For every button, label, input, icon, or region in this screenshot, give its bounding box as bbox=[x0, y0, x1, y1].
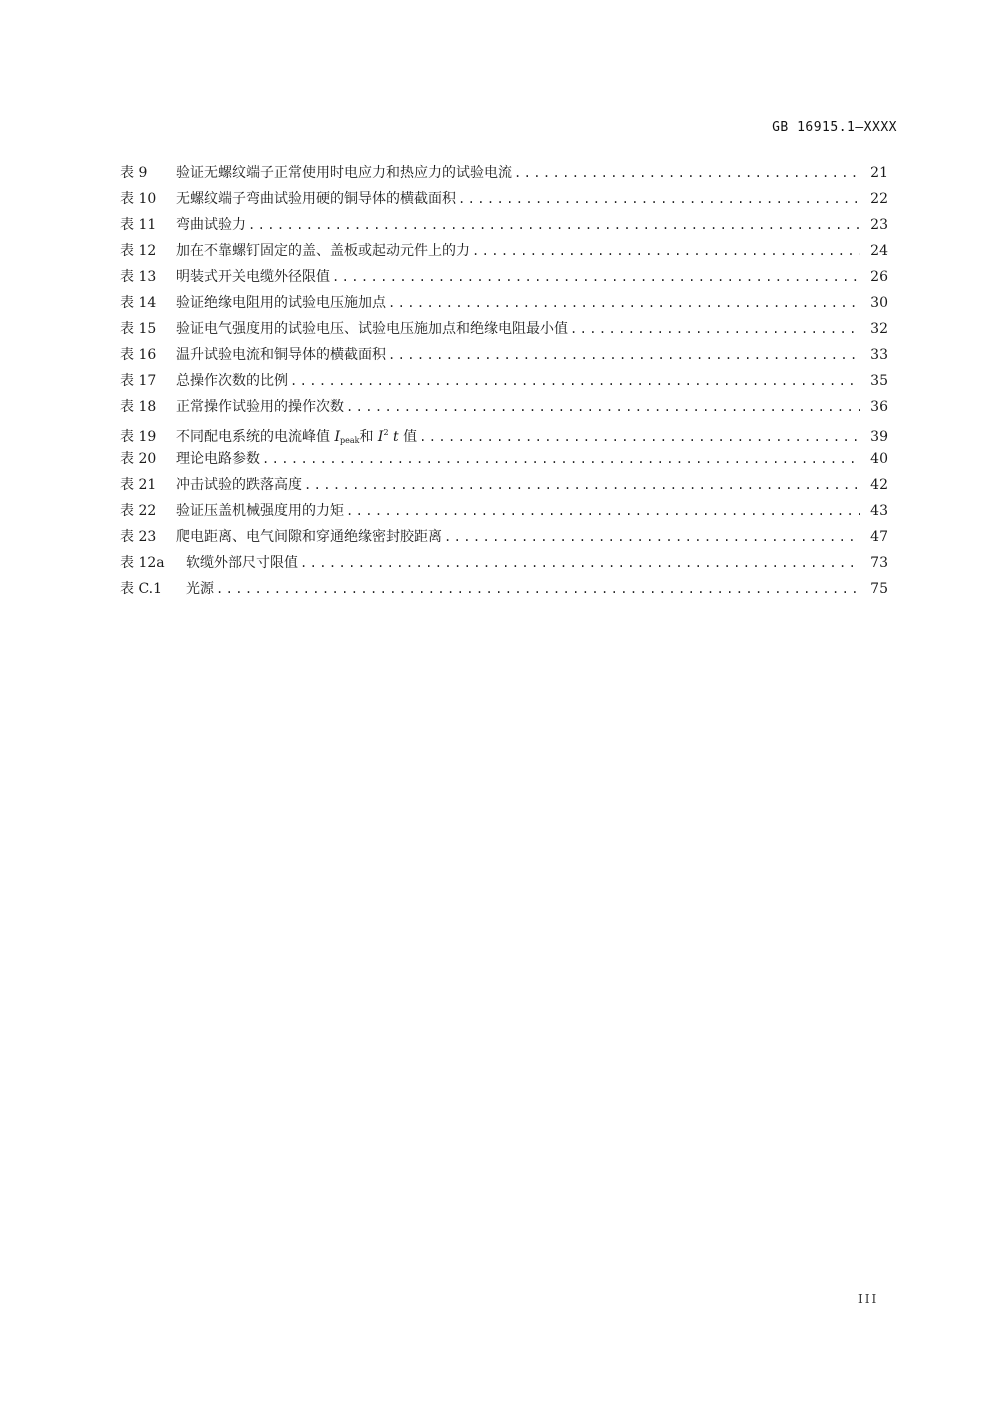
toc-entry-page: 75 bbox=[870, 581, 888, 597]
toc-entry-title: 验证电气强度用的试验电压、试验电压施加点和绝缘电阻最小值 bbox=[176, 321, 568, 337]
toc-entry-title: 弯曲试验力 bbox=[176, 217, 246, 233]
toc-entry-page: 26 bbox=[870, 269, 888, 285]
toc-title-text: 和 bbox=[359, 429, 378, 445]
toc-entry-number: 表 13 bbox=[120, 269, 157, 285]
toc-leader bbox=[458, 186, 860, 212]
toc-entry-number: 表 23 bbox=[120, 529, 157, 545]
toc-entry-number: 表 14 bbox=[120, 295, 157, 311]
toc-entry-number: 表 20 bbox=[120, 451, 157, 467]
toc-entry-page: 42 bbox=[870, 477, 888, 493]
toc-entry-page: 30 bbox=[870, 295, 888, 311]
toc-title-text: 值 bbox=[398, 429, 418, 445]
toc-leader bbox=[262, 446, 860, 472]
toc-entry-number: 表 17 bbox=[120, 373, 157, 389]
toc-entry[interactable] bbox=[120, 160, 888, 186]
toc-entry-page: 32 bbox=[870, 321, 888, 337]
subscript-peak: peak bbox=[339, 436, 360, 445]
toc-entry-title: 验证无螺纹端子正常使用时电应力和热应力的试验电流 bbox=[176, 165, 512, 181]
toc-entry-number: 表 15 bbox=[120, 321, 157, 337]
toc-leader bbox=[444, 524, 860, 550]
toc-entry[interactable] bbox=[120, 524, 888, 550]
toc-entry-title: 加在不靠螺钉固定的盖、盖板或起动元件上的力 bbox=[176, 243, 470, 259]
toc-entry-number: 表 12 bbox=[120, 243, 157, 259]
toc-entry-number: 表 22 bbox=[120, 503, 157, 519]
toc-entry[interactable] bbox=[120, 550, 888, 576]
toc-entry-page: 33 bbox=[870, 347, 888, 363]
toc-leader bbox=[290, 368, 860, 394]
page-number: III bbox=[858, 1292, 879, 1306]
toc-entry-page: 21 bbox=[870, 165, 888, 181]
toc-leader bbox=[388, 290, 860, 316]
toc-leader bbox=[514, 160, 860, 186]
toc-entry[interactable] bbox=[120, 576, 888, 602]
toc-leader bbox=[346, 498, 860, 524]
toc-entry-title: 软缆外部尺寸限值 bbox=[186, 555, 298, 571]
toc-entry-title: 验证压盖机械强度用的力矩 bbox=[176, 503, 344, 519]
toc-entry-title: 验证绝缘电阻用的试验电压施加点 bbox=[176, 295, 386, 311]
toc-entry-title: 爬电距离、电气间隙和穿通绝缘密封胶距离 bbox=[176, 529, 442, 545]
toc-entry[interactable] bbox=[120, 316, 888, 342]
toc-title-text: 不同配电系统的电流峰值 bbox=[176, 429, 335, 445]
toc-entry-page: 35 bbox=[870, 373, 888, 389]
toc-entry-number: 表 10 bbox=[120, 191, 157, 207]
toc-entry-title: 冲击试验的跌落高度 bbox=[176, 477, 302, 493]
toc-entry-title: 正常操作试验用的操作次数 bbox=[176, 399, 344, 415]
toc-entry-title: 无螺纹端子弯曲试验用硬的铜导体的横截面积 bbox=[176, 191, 456, 207]
toc-entry-page: 23 bbox=[870, 217, 888, 233]
toc-leader bbox=[388, 342, 860, 368]
toc-leader bbox=[304, 472, 860, 498]
toc-entry-title: 光源 bbox=[186, 581, 214, 597]
toc-entry[interactable] bbox=[120, 342, 888, 368]
toc-entry-page: 36 bbox=[870, 399, 888, 415]
current-symbol: I bbox=[334, 429, 340, 445]
toc-leader bbox=[472, 238, 860, 264]
toc-leader bbox=[216, 576, 860, 602]
toc-entry-page: 73 bbox=[870, 555, 888, 571]
toc-entry[interactable] bbox=[120, 498, 888, 524]
toc-entry[interactable] bbox=[120, 472, 888, 498]
toc-entry-page: 24 bbox=[870, 243, 888, 259]
time-symbol: t bbox=[388, 429, 399, 445]
superscript-two: 2 bbox=[383, 428, 389, 437]
toc-entry-number: 表 16 bbox=[120, 347, 157, 363]
toc-entry-page: 39 bbox=[870, 429, 888, 445]
toc-entry-number: 表 18 bbox=[120, 399, 157, 415]
toc-leader bbox=[570, 316, 860, 342]
toc-entry[interactable] bbox=[120, 186, 888, 212]
toc-entry-title: 总操作次数的比例 bbox=[176, 373, 288, 389]
toc-entry-title: 温升试验电流和铜导体的横截面积 bbox=[176, 347, 386, 363]
toc-entry-title: 明装式开关电缆外径限值 bbox=[176, 269, 330, 285]
toc-entry[interactable] bbox=[120, 446, 888, 472]
toc-entry[interactable] bbox=[120, 368, 888, 394]
toc-entry[interactable] bbox=[120, 238, 888, 264]
toc-entry-page: 43 bbox=[870, 503, 888, 519]
toc-entry-number: 表 C.1 bbox=[120, 581, 163, 597]
toc-entry-page: 40 bbox=[870, 451, 888, 467]
toc-entry-title: 理论电路参数 bbox=[176, 451, 260, 467]
toc-entry-number: 表 12a bbox=[120, 555, 165, 571]
toc-entry-number: 表 19 bbox=[120, 429, 157, 445]
toc-entry[interactable] bbox=[120, 290, 888, 316]
current-symbol: I bbox=[377, 429, 384, 445]
toc-leader bbox=[300, 550, 860, 576]
document-id: GB 16915.1—XXXX bbox=[772, 120, 897, 135]
toc-entry-page: 47 bbox=[870, 529, 888, 545]
toc-entry-number: 表 21 bbox=[120, 477, 157, 493]
toc-entry[interactable] bbox=[120, 212, 888, 238]
toc-entry[interactable] bbox=[120, 264, 888, 290]
toc-entry-number: 表 11 bbox=[120, 217, 157, 233]
toc-leader bbox=[248, 212, 860, 238]
toc-entry-page: 22 bbox=[870, 191, 888, 207]
toc-entry[interactable] bbox=[120, 420, 888, 446]
toc-entry[interactable] bbox=[120, 394, 888, 420]
toc-leader bbox=[332, 264, 860, 290]
toc-entry-number: 表 9 bbox=[120, 165, 148, 181]
toc-leader bbox=[346, 394, 860, 420]
table-of-contents bbox=[120, 160, 888, 602]
